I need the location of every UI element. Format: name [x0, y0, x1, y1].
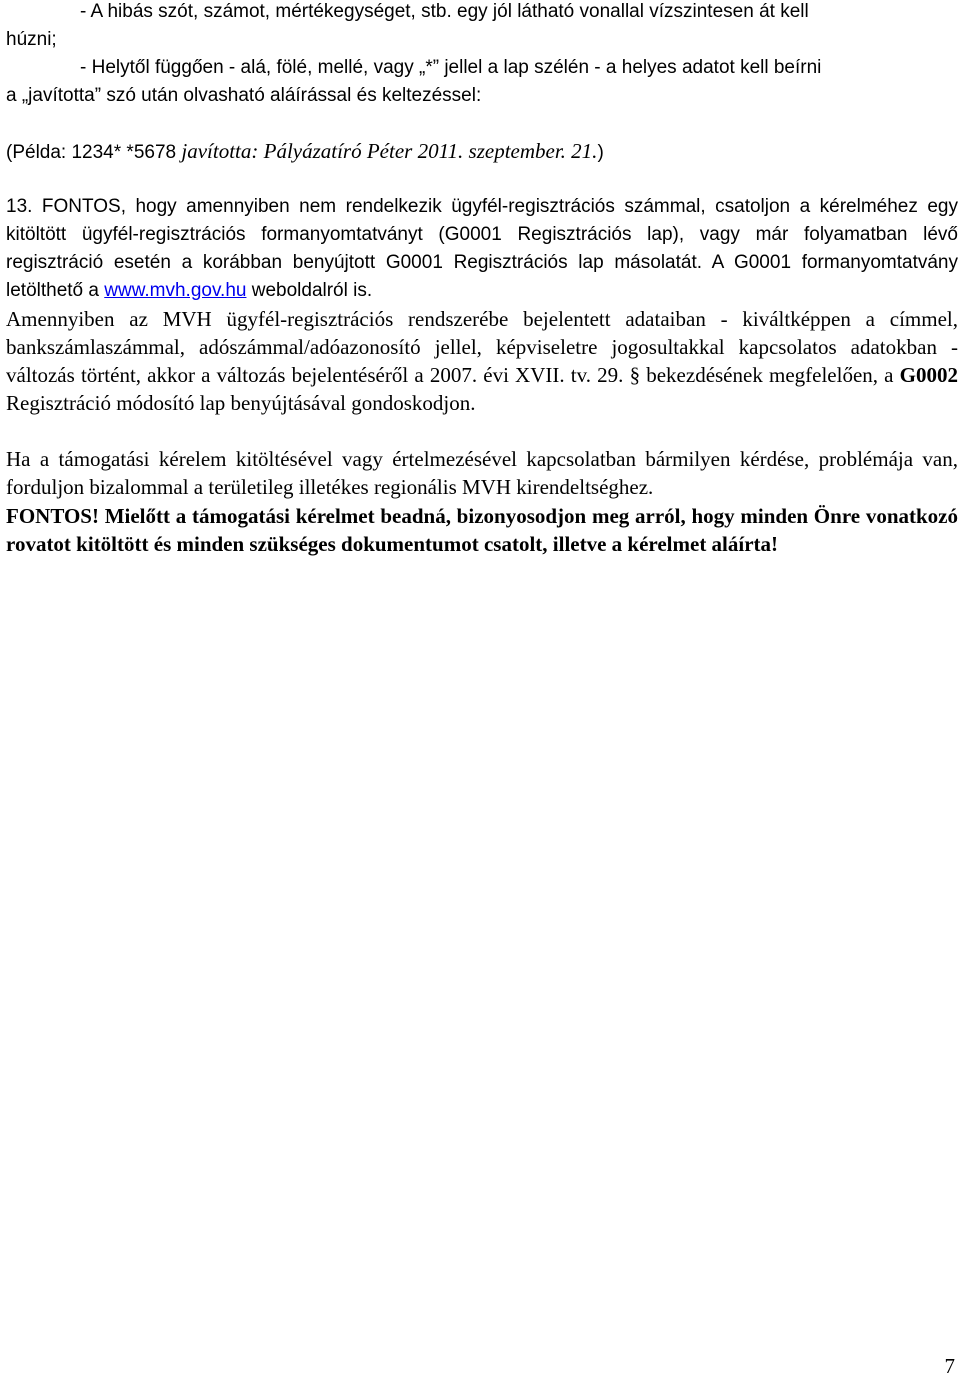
point-13-text-end: weboldalról is.	[246, 280, 373, 301]
example-signature: javította: Pályázatíró Péter 2011. szeptember. 21.	[181, 139, 598, 163]
registration-change-text: Amennyiben az MVH ügyfél-regisztrációs rendszerébe bejelentett adataiban - kiváltképpen a címmel, bankszámlaszámmal, adószámmal/adóazonosító jellel, képviseletre jogosultakkal kapcsolatos adatokban - változás történt, akkor a változás bejelentéséről a 2007. évi XVII. tv. 29. § bekezdésének megfelelően, a	[6, 307, 958, 387]
correction-rule-2-line-1: - Helytől függően - alá, fölé, mellé, vagy „*” jellel a lap szélén - a helyes adatot kell beírni	[80, 57, 822, 78]
point-13-text: 13. FONTOS, hogy amennyiben nem rendelkezik ügyfél-regisztrációs számmal, csatoljon a kérelméhez egy kitöltött ügyfél-regisztrációs formanyomtatványt (G0001 Regisztrációs lap), vagy már folyamatban lévő regisztráció esetén a korábban benyújtott G0001 Regisztrációs lap másolatát. A G0001 formanyomtatvány letölthető a	[6, 196, 958, 301]
correction-rule-1-line-2: húzni;	[6, 29, 57, 50]
registration-change-paragraph	[6, 305, 958, 417]
correction-example	[6, 137, 958, 167]
page-number: 7	[944, 1354, 955, 1378]
correction-rule-1	[6, 0, 958, 54]
example-prefix: (Példa: 1234* *5678	[6, 142, 182, 163]
example-suffix: )	[597, 142, 604, 163]
registration-change-text-end: Regisztráció módosító lap benyújtásával gondoskodjon.	[6, 391, 476, 415]
correction-rule-2-line-2: a „javította” szó után olvasható aláírással és keltezéssel:	[6, 85, 482, 106]
point-13-paragraph	[6, 193, 958, 305]
help-paragraph: Ha a támogatási kérelem kitöltésével vagy értelmezésével kapcsolatban bármilyen kérdése, problémája van, forduljon bizalommal a területileg illetékes regionális MVH kirendeltséghez.	[6, 447, 958, 499]
mvh-website-link[interactable]: www.mvh.gov.hu	[104, 280, 247, 301]
form-code-g0002: G0002	[899, 363, 958, 387]
correction-rule-2	[6, 54, 958, 110]
important-warning: FONTOS! Mielőtt a támogatási kérelmet beadná, bizonyosodjon meg arról, hogy minden Önre vonatkozó rovatot kitöltött és minden szükséges dokumentumot csatolt, illetve a kérelmet aláírta!	[6, 504, 958, 556]
correction-rule-1-line-1: - A hibás szót, számot, mértékegységet, stb. egy jól látható vonallal vízszintesen át kell	[80, 1, 809, 22]
